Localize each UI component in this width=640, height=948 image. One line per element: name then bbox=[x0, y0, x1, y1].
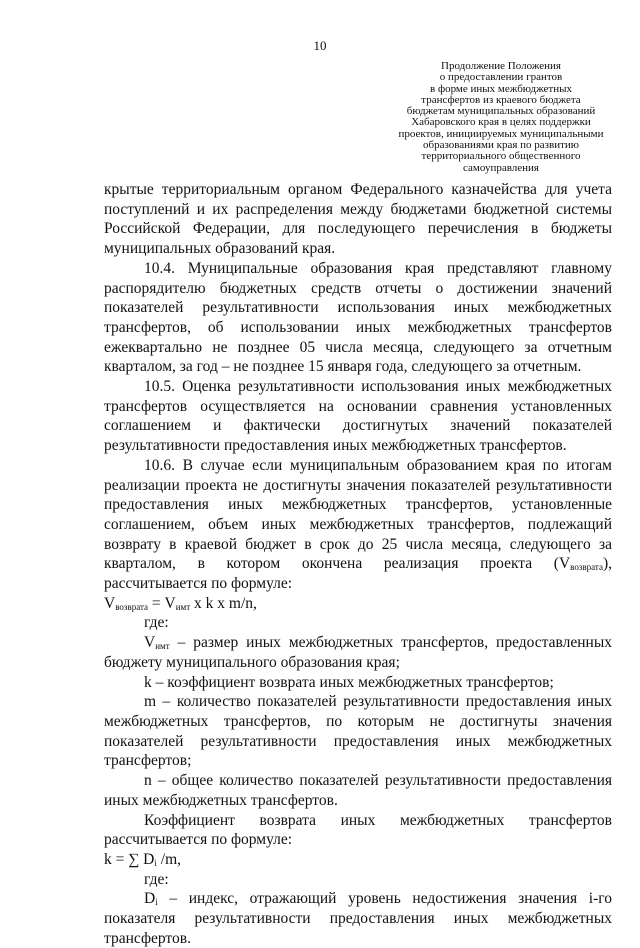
definition-subscript: имт bbox=[155, 641, 170, 652]
paragraph-10-4: 10.4. Муниципальные образования края представляют главному распорядителю бюджетных средств отчеты о достижении значений показателей результативности использования иных межбюджетных трансфертов, об использовании иных межбюджетных трансфертов ежеквартально не позднее 05 числа месяца, следующего за отчетным кварталом, за год – не позднее 15 января года, следующего за отчетным. bbox=[104, 259, 612, 376]
formula-lhs: k = ∑ D bbox=[104, 850, 155, 868]
where-label: где: bbox=[144, 870, 169, 888]
formula-coefficient bbox=[104, 850, 612, 870]
definition-d bbox=[104, 889, 612, 948]
header-line: Хабаровского края в целях поддержки bbox=[411, 116, 591, 129]
document-body bbox=[104, 180, 612, 948]
header-line: Продолжение Положения bbox=[441, 60, 561, 72]
header-line: трансфертов из краевого бюджета bbox=[421, 93, 581, 106]
header-line: проектов, инициируемых муниципальными bbox=[398, 127, 604, 140]
where-label: где: bbox=[144, 614, 169, 632]
header-line: о предоставлении грантов bbox=[439, 71, 563, 84]
definition-subscript: i bbox=[155, 897, 158, 908]
formula-rhs-subscript: имт bbox=[175, 601, 191, 612]
formula-return-volume bbox=[104, 594, 612, 614]
definition-m: m – количество показателей результативности предоставления иных межбюджетных трансфертов, по которым не достигнуты значения показателей результативности предоставления иных межбюджетных трансфертов; bbox=[104, 693, 612, 770]
formula-subscript: i bbox=[154, 857, 157, 868]
definition-v bbox=[104, 633, 612, 672]
formula-lhs: V bbox=[104, 594, 116, 612]
header-line: территориального общественного bbox=[421, 150, 581, 163]
header-line: самоуправления bbox=[463, 161, 539, 174]
formula-rest: /m, bbox=[156, 850, 182, 868]
definition-symbol: V bbox=[144, 634, 156, 652]
formula-rest: x k x m/n, bbox=[190, 594, 257, 612]
paragraph-10-6-tail: ), рассчитывается по формуле: bbox=[104, 555, 612, 593]
definition-n: n – общее количество показателей результативности предоставления иных межбюджетных трансфертов. bbox=[104, 772, 612, 809]
definition-k: k – коэффициент возврата иных межбюджетных трансфертов; bbox=[144, 673, 554, 691]
paragraph-10-5: 10.5. Оценка результативности использования иных межбюджетных трансфертов осуществляется на основании сравнения установленных соглашением и фактически достигнутых значений показателей результативности предоставления иных межбюджетных трансфертов. bbox=[104, 378, 612, 455]
formula-eq: = V bbox=[148, 594, 176, 612]
definition-symbol: D bbox=[144, 890, 156, 908]
header-block bbox=[376, 61, 626, 174]
definition-text: – индекс, отражающий уровень недостижения значения i-го показателя результативности предоставления иных межбюджетных трансфертов. bbox=[104, 890, 612, 947]
paragraph-coefficient: Коэффициент возврата иных межбюджетных трансфертов рассчитывается по формуле: bbox=[104, 811, 612, 849]
paragraph-10-6-text: 10.6. В случае если муниципальным образованием края по итогам реализации проекта не достигнуты значения показателей результативности предоставления иных межбюджетных трансфертов, установленные соглашением, объем иных межбюджетных трансфертов, подлежащий возврату в краевой бюджет в срок до 25 числа месяца, следующего за кварталом, в котором окончена реализация проекта (V bbox=[104, 456, 612, 573]
subscript: возврата bbox=[570, 562, 603, 573]
definition-text: – размер иных межбюджетных трансфертов, предоставленных бюджету муниципального образования края; bbox=[104, 634, 612, 671]
paragraph-continuation: крытые территориальным органом Федерального казначейства для учета поступлений и их распределения между бюджетами бюджетной системы Российской Федерации, для последующего перечисления в бюджеты муниципальных образований края. bbox=[104, 181, 612, 258]
header-line: образованиями края по развитию bbox=[422, 139, 579, 152]
header-line: бюджетам муниципальных образований bbox=[406, 105, 596, 118]
header-line: в форме иных межбюджетных bbox=[430, 82, 572, 95]
page-number: 10 bbox=[313, 38, 327, 53]
formula-lhs-subscript: возврата bbox=[115, 601, 148, 612]
paragraph-10-6 bbox=[104, 456, 612, 594]
